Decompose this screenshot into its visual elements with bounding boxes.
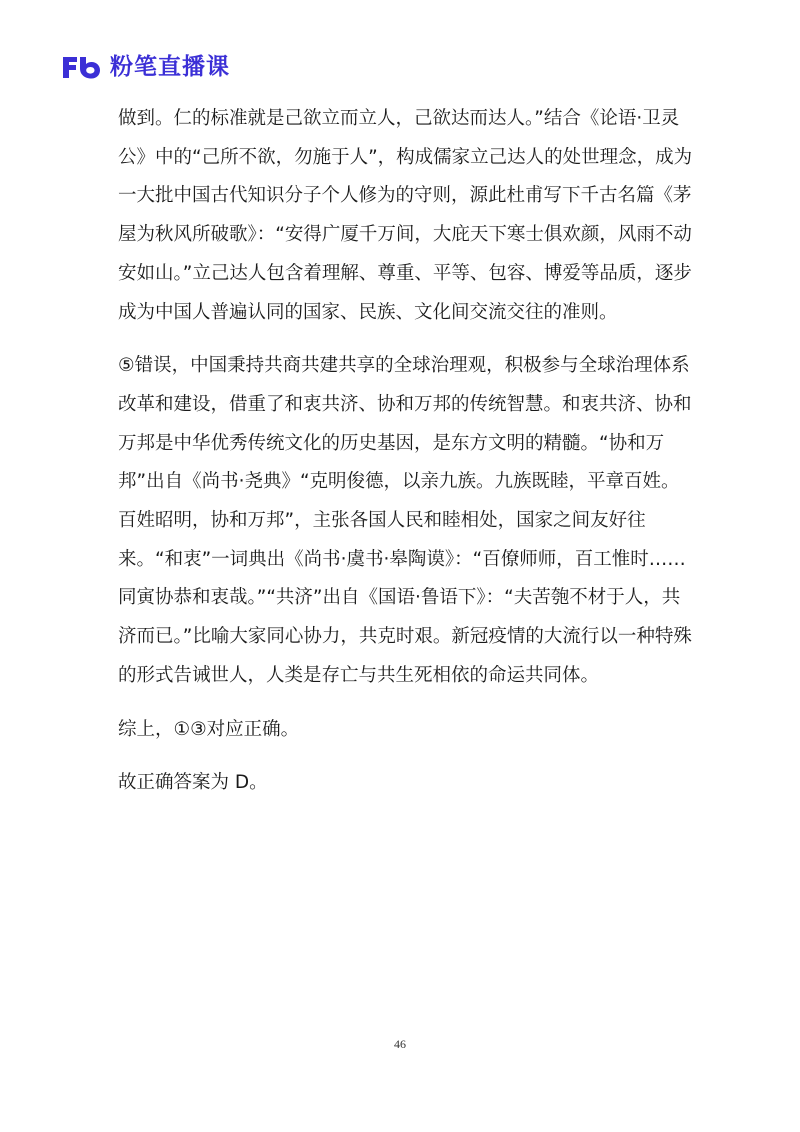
page-number: 46 bbox=[394, 1037, 406, 1051]
document-body bbox=[118, 100, 698, 818]
page-header bbox=[60, 50, 230, 84]
fb-logo-icon bbox=[60, 53, 104, 81]
paragraph-intro-continuation: 做到。仁的标准就是己欲立而立人，己欲达而达人。”结合《论语·卫灵公》中的“己所不欲，勿施于人”，构成儒家立己达人的处世理念，成为一大批中国古代知识分子个人修为的守则，源此杜甫写下千古名篇《茅屋为秋风所破歌》：“安得广厦千万间，大庇天下寒士俱欢颜，风雨不动安如山。”立己达人包含着理解、尊重、平等、包容、博爱等品质，逐步成为中国人普遍认同的国家、民族、文化间交流交往的准则。 bbox=[118, 108, 693, 323]
paragraph-item-5-explanation: ⑤错误，中国秉持共商共建共享的全球治理观，积极参与全球治理体系改革和建设，借重了和衷共济、协和万邦的传统智慧。和衷共济、协和万邦是中华优秀传统文化的历史基因，是东方文明的精髓。“协和万邦”出自《尚书·尧典》“克明俊德，以亲九族。九族既睦，平章百姓。百姓昭明，协和万邦”，主张各国人民和睦相处，国家之间友好往来。“和衷”一词典出《尚书·虞书·皋陶谟》：“百僚师师，百工惟时……同寅协恭和衷哉。”“共济”出自《国语·鲁语下》：“夫苦匏不材于人，共济而已。”比喻大家同心协力，共克时艰。新冠疫情的大流行以一种特殊的形式告诫世人，人类是存亡与共生死相依的命运共同体。 bbox=[118, 355, 692, 686]
paragraph-summary: 综上，①③对应正确。 bbox=[118, 718, 300, 740]
brand-name: 粉笔直播课 bbox=[110, 54, 230, 80]
paragraph-answer: 故正确答案为 D。 bbox=[118, 772, 268, 794]
